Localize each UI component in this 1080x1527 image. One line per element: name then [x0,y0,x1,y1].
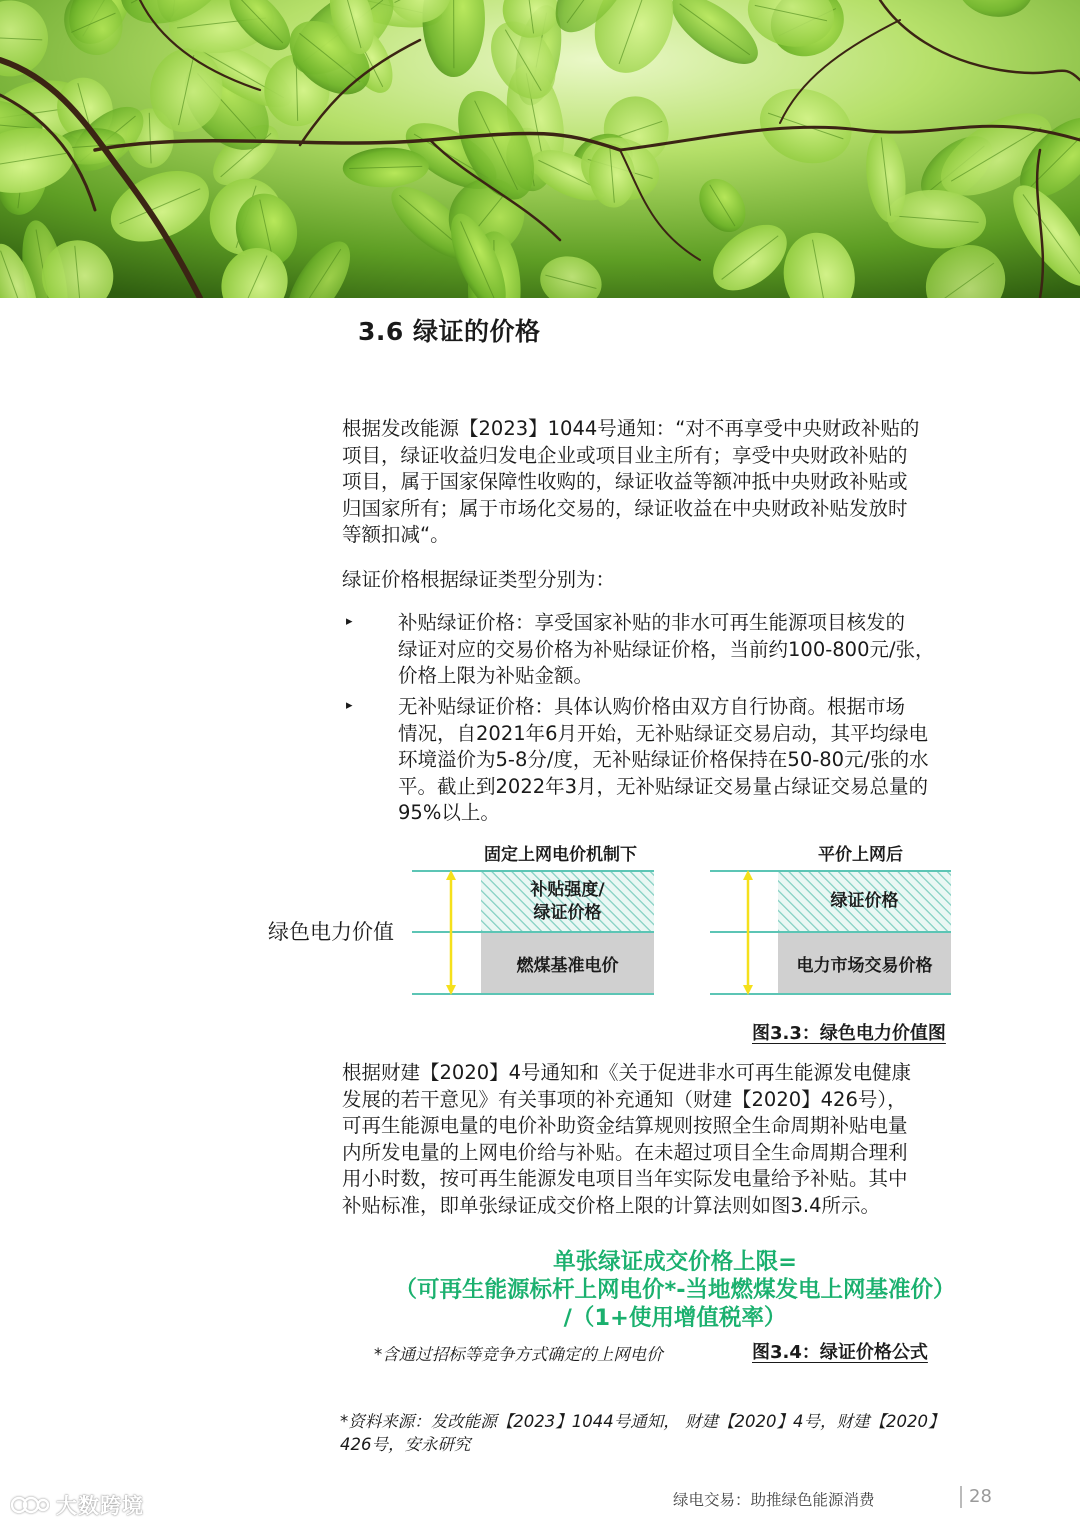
diagram-left-label: 绿色电力价值 [268,920,394,944]
text-line: 发展的若干意见》有关事项的补充通知（财建【2020】426号）， [342,1087,907,1111]
text-line: 补贴标准，即单张绿证成交价格上限的计算法则如图3.4所示。 [342,1193,881,1217]
text-line: 价格上限为补贴金额。 [398,664,594,687]
text-line: 平。截止到2022年3月，无补贴绿证交易量占绿证交易总量的 [398,774,929,798]
source-note [340,1410,1030,1456]
text-line: 项目，属于国家保障性收购的，绿证收益等额冲抵中央财政补贴或 [342,470,908,493]
bullet-icon: ▸ [346,698,353,713]
page-number: 28 [969,1486,992,1507]
green-cert-price-formula [330,1248,1020,1332]
text-line: 补贴绿证价格：享受国家补贴的非水可再生能源项目核发的 [398,611,906,634]
bullet-unsubsidized-price [398,694,998,827]
subsidy-rules-paragraph [342,1060,1002,1219]
text-line: *资料来源：发改能源【2023】1044号通知， 财建【2020】4号，财建【2020】 [340,1412,945,1431]
intro-paragraph [342,416,1002,549]
text-line: 等额扣减“。 [342,523,450,546]
text-line: 情况，自2021年6月开始，无补贴绿证交易启动，其平均绿电 [398,721,929,745]
box-label-line: 补贴强度/ [530,879,605,900]
text-line: 用小时数，按可再生能源发电项目当年实际发电量给予补贴。其中 [342,1167,908,1190]
yellow-double-arrow-icon [441,870,461,995]
text-line: 项目，绿证收益归发电企业或项目业主所有；享受中央财政补贴的 [342,443,908,467]
footer-divider [960,1486,962,1508]
formula-line: 单张绿证成交价格上限= [553,1249,797,1275]
yellow-double-arrow-icon [738,870,758,995]
text-line: 环境溢价为5-8分/度，无补贴绿证价格保持在50-80元/张的水 [398,748,929,771]
panel-right-title: 平价上网后 [818,845,903,865]
hero-leaves-image [0,0,1080,298]
text-line: 可再生能源电量的电价补助资金结算规则按照全生命周期补贴电量 [342,1114,908,1137]
figure-caption: 图3.3：绿色电力价值图 [752,1023,946,1044]
bullet-icon: ▸ [346,614,353,629]
price-type-intro: 绿证价格根据绿证类型分别为： [342,568,616,591]
coal-benchmark-price-box: 燃煤基准电价 [481,933,654,993]
watermark-logo-icon [10,1492,50,1518]
formula-line: /（1+使用增值税率） [563,1305,787,1331]
text-line: 426号，安永研究 [340,1435,471,1454]
text-line: 95%以上。 [398,801,500,824]
text-line: 根据财建【2020】4号通知和《关于促进非水可再生能源发电健康 [342,1061,912,1084]
market-trading-price-box: 电力市场交易价格 [778,933,951,993]
formula-footnote: *含通过招标等竞争方式确定的上网电价 [374,1345,663,1364]
text-line: 归国家所有；属于市场化交易的，绿证收益在中央财政补贴发放时 [342,496,908,520]
watermark-text: 大数跨境 [56,1494,144,1518]
bullet-subsidized-price [398,610,998,690]
panel-left-title: 固定上网电价机制下 [484,845,637,865]
subsidy-green-cert-box [481,872,654,931]
figure-caption: 图3.4：绿证价格公式 [752,1342,928,1363]
watermark [10,1490,144,1520]
text-line: 根据发改能源【2023】1044号通知：“对不再享受中央财政补贴的 [342,417,920,440]
green-cert-price-box: 绿证价格 [778,872,951,931]
formula-line: （可再生能源标杆上网电价*-当地燃煤发电上网基准价） [394,1277,956,1303]
box-label-line: 绿证价格 [533,902,602,923]
section-title: 3.6 绿证的价格 [358,317,541,346]
text-line: 内所发电量的上网电价给与补贴。在未超过项目全生命周期合理利 [342,1140,908,1164]
text-line: 无补贴绿证价格：具体认购价格由双方自行协商。根据市场 [398,695,906,718]
text-line: 绿证对应的交易价格为补贴绿证价格，当前约100-800元/张， [398,637,935,661]
footer-report-title: 绿电交易：助推绿色能源消费 [673,1491,875,1509]
